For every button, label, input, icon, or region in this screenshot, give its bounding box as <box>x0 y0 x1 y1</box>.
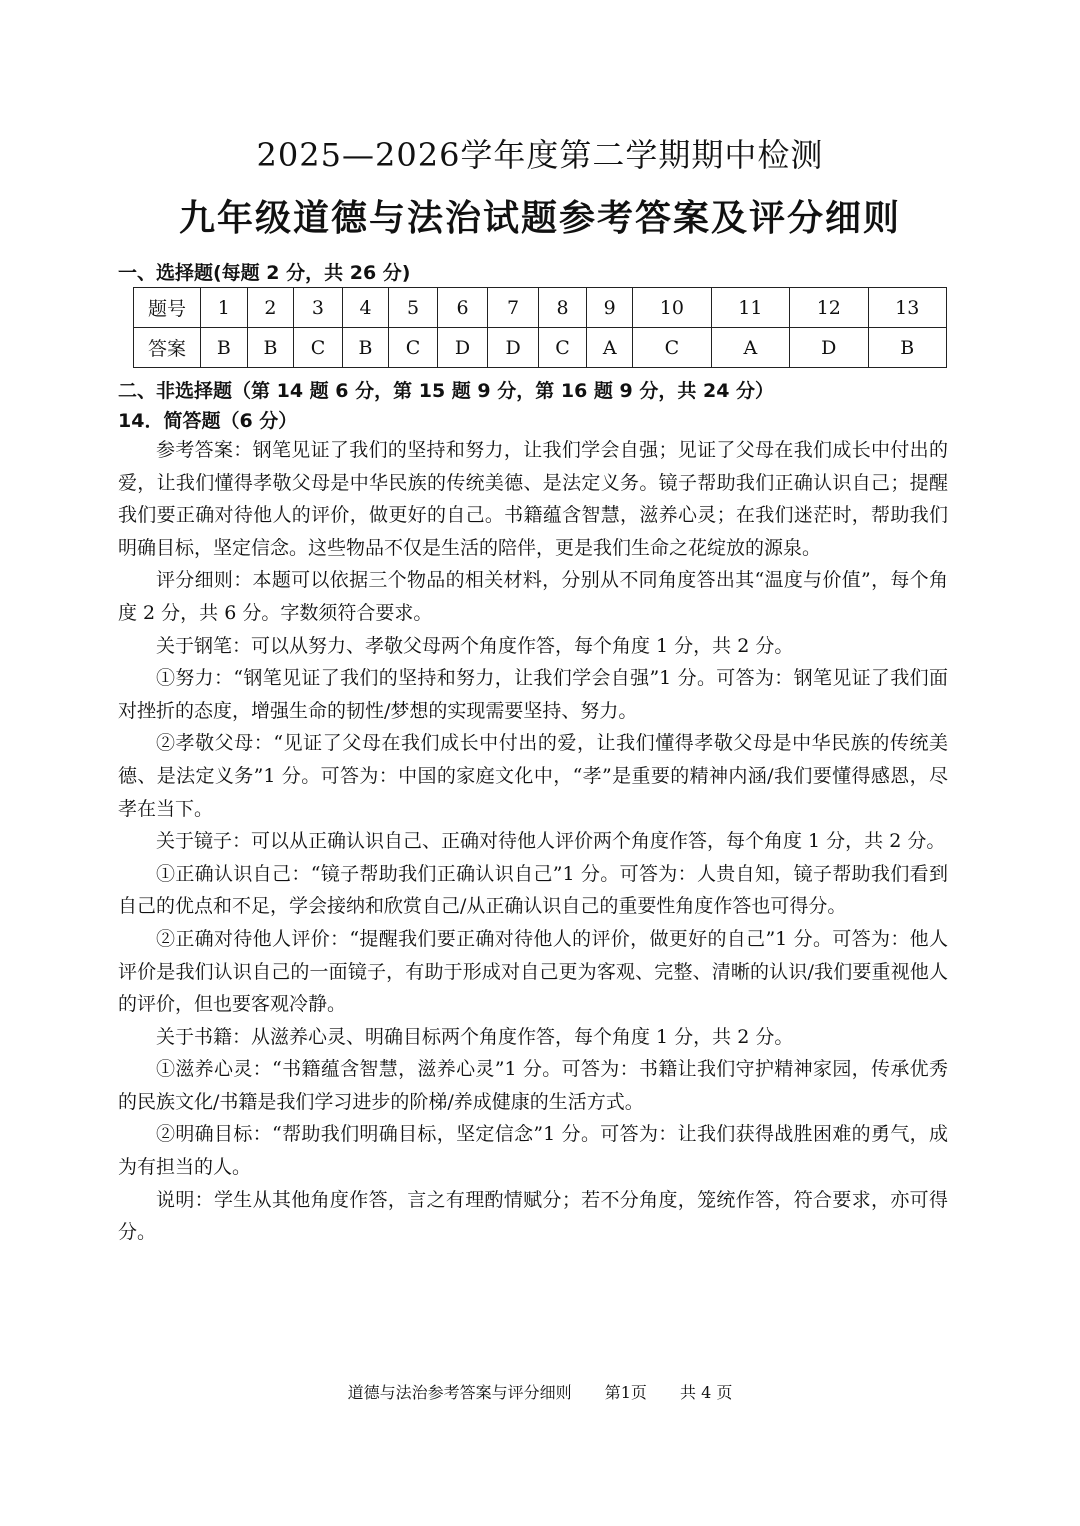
row-label-number: 题号 <box>134 288 201 328</box>
answer-cell: A <box>587 328 633 368</box>
book-intro: 关于书籍：从滋养心灵、明确目标两个角度作答，每个角度 1 分，共 2 分。 <box>156 1025 794 1048</box>
note: 说明：学生从其他角度作答，言之有理酌情赋分；若不分角度，笼统作答，符合要求，亦可得分。 <box>118 1188 948 1244</box>
question-number: 7 <box>488 288 539 328</box>
section1-heading: 一、选择题(每题 2 分，共 26 分) <box>118 262 411 284</box>
pen-intro: 关于钢笔：可以从努力、孝敬父母两个角度作答，每个角度 1 分，共 2 分。 <box>156 634 794 657</box>
question-number: 3 <box>294 288 342 328</box>
question-number: 13 <box>868 288 946 328</box>
question-number: 9 <box>587 288 633 328</box>
reference-answer: 参考答案：钢笔见证了我们的坚持和努力，让我们学会自强；见证了父母在我们成长中付出的爱，让我们懂得孝敬父母是中华民族的传统美德、是法定义务。镜子帮助我们正确认识自己；提醒我们要正确对待他人的评价，做更好的自己。书籍蕴含智慧，滋养心灵；在我们迷茫时，帮助我们明确目标，坚定信念。这些物品不仅是生活的陪伴，更是我们生命之花绽放的源泉。 <box>118 439 948 559</box>
answer-cell: B <box>342 328 389 368</box>
answer-cell: C <box>538 328 586 368</box>
question-number-row <box>134 288 947 328</box>
answer-body <box>118 434 948 1249</box>
footer-doc-name: 道德与法治参考答案与评分细则 <box>347 1383 572 1402</box>
answer-cell: C <box>389 328 437 368</box>
mirror-point-2: ②正确对待他人评价：“提醒我们要正确对待他人的评价，做更好的自己”1 分。可答为：他人评价是我们认识自己的一面镜子，有助于形成对自己更为客观、完整、清晰的认识/我们要重视他人的评价，但也要客观冷静。 <box>118 927 948 1016</box>
question-number: 8 <box>538 288 586 328</box>
answer-cell: D <box>790 328 868 368</box>
question14-heading: 14．简答题（6 分） <box>118 410 298 432</box>
question-number: 6 <box>437 288 488 328</box>
question-number: 2 <box>247 288 294 328</box>
question-number: 11 <box>711 288 789 328</box>
footer-total-pages: 共 4 页 <box>680 1383 733 1402</box>
pen-point-1: ①努力：“钢笔见证了我们的坚持和努力，让我们学会自强”1 分。可答为：钢笔见证了我们面对挫折的态度，增强生命的韧性/梦想的实现需要坚持、努力。 <box>118 667 948 722</box>
book-point-2: ②明确目标：“帮助我们明确目标，坚定信念”1 分。可答为：让我们获得战胜困难的勇气，成为有担当的人。 <box>118 1123 948 1179</box>
book-point-1: ①滋养心灵：“书籍蕴含智慧，滋养心灵”1 分。可答为：书籍让我们守护精神家园，传承优秀的民族文化/书籍是我们学习进步的阶梯/养成健康的生活方式。 <box>118 1058 948 1113</box>
footer-page-number: 第1页 <box>604 1383 647 1402</box>
mirror-point-1: ①正确认识自己：“镜子帮助我们正确认识自己”1 分。可答为：人贵自知，镜子帮助我们看到自己的优点和不足，学会接纳和欣赏自己/从正确认识自己的重要性角度作答也可得分。 <box>118 862 948 918</box>
answer-cell: B <box>247 328 294 368</box>
answer-cell: B <box>868 328 946 368</box>
question-number: 10 <box>633 288 711 328</box>
scoring-rules: 评分细则：本题可以依据三个物品的相关材料，分别从不同角度答出其“温度与价值”，每个角度 2 分，共 6 分。字数须符合要求。 <box>118 569 948 624</box>
answer-cell: C <box>294 328 342 368</box>
question-number: 1 <box>201 288 248 328</box>
question-number: 12 <box>790 288 868 328</box>
answer-cell: D <box>437 328 488 368</box>
answer-row <box>134 328 947 368</box>
page-footer <box>0 1380 1080 1403</box>
exam-title: 2025—2026学年度第二学期期中检测 <box>256 136 824 174</box>
pen-point-2: ②孝敬父母：“见证了父母在我们成长中付出的爱，让我们懂得孝敬父母是中华民族的传统美德、是法定义务”1 分。可答为：中国的家庭文化中，“孝”是重要的精神内涵/我们要懂得感恩，尽孝在当下。 <box>118 732 948 820</box>
answer-cell: B <box>201 328 248 368</box>
question-number: 5 <box>389 288 437 328</box>
answer-table <box>133 287 947 368</box>
answer-cell: D <box>488 328 539 368</box>
mirror-intro: 关于镜子：可以从正确认识自己、正确对待他人评价两个角度作答，每个角度 1 分，共 2 分。 <box>156 830 946 853</box>
document-subtitle: 九年级道德与法治试题参考答案及评分细则 <box>178 198 901 239</box>
section2-heading: 二、非选择题（第 14 题 6 分，第 15 题 9 分，第 16 题 9 分，共 24 分） <box>118 380 775 402</box>
question-number: 4 <box>342 288 389 328</box>
row-label-answer: 答案 <box>134 328 201 368</box>
answer-cell: A <box>711 328 789 368</box>
answer-cell: C <box>633 328 711 368</box>
